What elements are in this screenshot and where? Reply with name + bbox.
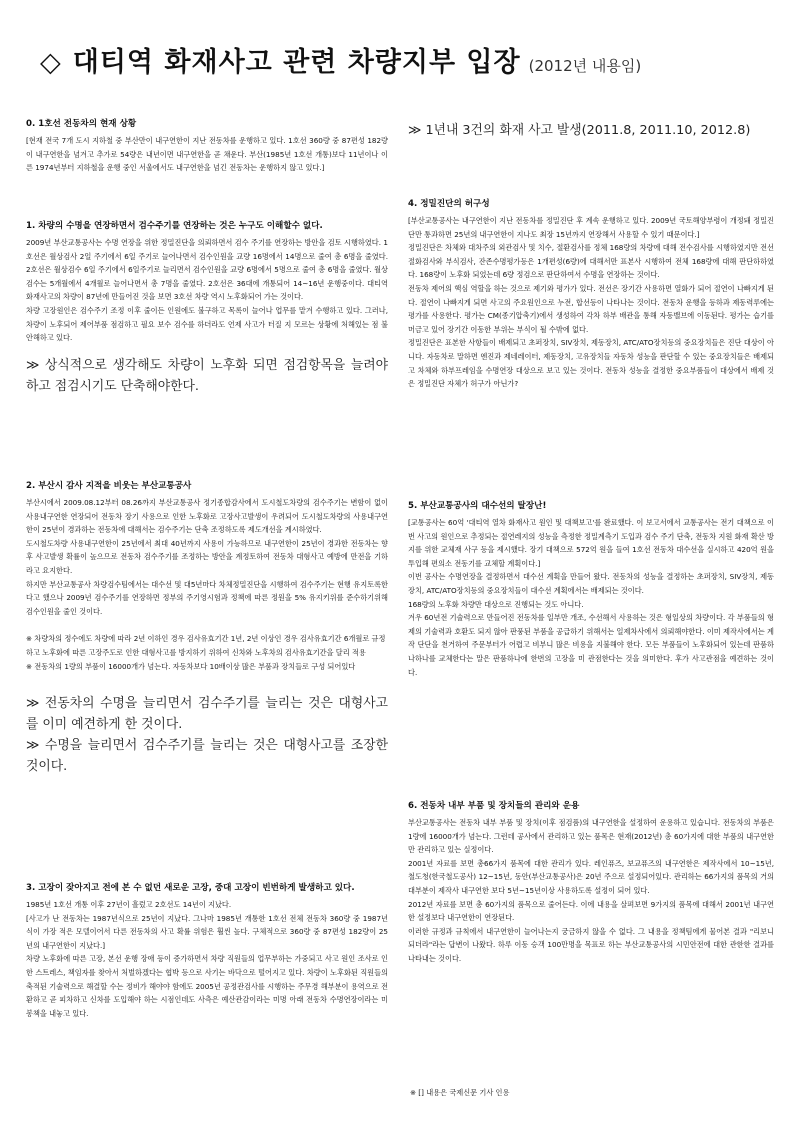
section-3: [26, 882, 388, 1020]
section-2-emphasis: ≫ 전동차의 수명을 늘리면서 검수주기를 늘리는 것은 대형사고를 이미 예견하게 한 것이다. ≫ 수명을 늘리면서 검수주기를 늘리는 것은 대형사고를 조장한 것이다.: [26, 696, 388, 775]
section-2-notes: ※ 차량차의 정수에도 차량에 따라 2년 이하인 경우 검사유효기간 1년, 2년 이상인 경우 검사유효기간 6개월로 규정하고 노후화에 따른 고장주도로 인한 대형사고를 방지하기 위하여 신차와 노후차의 검사유효기간을 달리 적용 ※ 전동차의 1량의 부품이 16000개가 넘는다. 자동차보다 10배이상 많은 부품과 장치들로 구성 되어있다: [26, 634, 386, 671]
section-3-body: 1985년 1호선 개통 이후 27년이 흘렀고 2호선도 14년이 지났다. [사고가 난 전동차는 1987년식으로 25년이 지났다. 그나마 1985년 개통한 1호선 전체 전동차 360량 중 1987년식이 가장 적은 모델이어서 다른 전동차의 사고 확률 위험은 훨씬 높다. 구체적으로 360량 중 87편성 182량이 25년의 내구연한이 지났다.] 차량 노후화에 따른 고장, 본선 운행 장애 등이 증가하면서 차량 직원들의 업무부하는 가중되고 사고 원인 조사로 인한 스트레스, 책임자를 찾아서 처벌하겠다는 협박 등으로 사기는 바닥으로 떨어지고 있다. 차량이 노후화된 직원들의 축적된 기술력으로 해결할 수는 정비가 해야야 함에도 2005년 공정관검사를 시행하는 주무경 해부분이 용역으로 전환하고 곧 피차하고 신차를 도입해야 하는 시점인데도 사측은 예산관감이라는 미명 아래 전동차 수명연장이라는 미봉책을 내놓고 있다.: [26, 900, 388, 1018]
section-4-heading: 4. 정밀진단의 허구성: [408, 199, 490, 209]
section-0-body: [현재 전국 7개 도시 지하철 중 부산만이 내구연한이 지난 전동차를 운행하고 있다. 1호선 360량 중 87편성 182량이 내구연한을 넘겨고 추가로 54량은 내년이면 내구연한을 곧 채운다. 부산(1985년 1호선 개통)보다 11년이나 이른 1974년부터 지하철을 운행 중인 서울에서도 내구연한을 넘긴 전동차는 운행하지 않고 있다.]: [26, 136, 388, 173]
section-0-heading: 0. 1호선 전동차의 현재 상황: [26, 119, 137, 129]
section-4: [408, 198, 774, 391]
title-subtitle: (2012년 내용임): [528, 57, 642, 75]
section-1-heading: 1. 차량의 수명을 연장하면서 검수주기를 연장하는 것은 누구도 이해할수 없다.: [26, 221, 323, 231]
section-2-body: 부산시에서 2009.08.12부터 08.26까지 부산교통공사 정기종합감사에서 도시철도차량의 검수주기는 변함이 없이 사용내구연한 연장되어 전동차 장기 사용으로 인한 노후화로 고장사고발생이 우려되어 도시철도차량의 사용내구연한이 25년이 경과하는 전동차에 대해서는 검수주기는 단축 조정하도록 제도개선을 계시하였다. 도시철도차량 사용내구연한이 25년에서 최대 40년까지 사용이 가능하므로 내구연한이 25년이 경과한 전동차는 향후 사고발생 확률이 높으므로 전동차 검수주기를 조정하는 방안을 계정토하여 전동차 대형사고 예방에 만전을 기하라고 요지한다. 하지만 부산교통공사 차량검수팀에서는 대수선 및 대5년마다 차체정밀진단을 시행하여 검수주기는 현행 유지토록한다고 했으나 2009년 검수주기를 연장하면 정부의 주기영시험과 정책에 따른 정원을 5% 유지키위를 준수하기위해 검수인원을 줄인 것이다.: [26, 498, 388, 616]
section-6-heading: 6. 전동차 내부 부품 및 장치들의 관리와 운용: [408, 801, 580, 811]
section-1: [26, 220, 388, 397]
summary-fire-incidents: [408, 120, 774, 141]
footnote: ※ [] 내용은 국제신문 기사 인용: [410, 1088, 510, 1097]
title-main: 대티역 화재사고 관련 차량지부 입장: [72, 47, 521, 78]
section-1-body: 2009년 부산교통공사는 수명 연장을 위한 정밀진단을 의뢰하면서 검수 주기를 연장하는 방안을 검토 시행하였다. 1호선은 월상검사 2일 주기에서 6일 주기로 늘어나면서 검수인원을 교량 16명에서 14명으로 줄여 총 6명을 줄였다. 2호선은 월상검수 6일 주기에서 6일주기로 늘리면서 검수인원을 교량 6명에서 5명으로 줄여 총 6명을 줄였다. 월상검수는 5개월에서 4개월로 늘어나면서 총 7명을 줄였다. 2호선은 36대에 개통되어 14~16년 운행중이다. 대티역 화재사고의 차량이 87년에 만들어진 것을 보면 3호선 차량 역시 노후화되어 가는 것이다. 차량 고장원인은 검수주기 조정 이후 줄이든 인원에도 불구하고 목록이 늘어나 업무를 맡겨 수행하고 있다. 그러나, 차량이 노후되어 제어부품 점검하고 필요 보수 검수를 하더라도 언제 사고가 터질 지 모르는 상황에 처해있는 점 불안해하고 있다.: [26, 238, 388, 343]
section-5: [408, 500, 774, 679]
section-6-body: 부산교통공사는 전동차 내부 부품 및 장치(이후 점검품)의 내구연한을 설정하여 운용하고 있습니다. 전동차의 부품은 1량에 16000개가 넘는다. 그런데 공사에서 관리하고 있는 품목은 현재(2012년) 총 60가지에 대한 부품의 내구연한만 관리하고 있는 실정이다. 2001년 자료를 보면 총66가지 품목에 대한 관리가 있다. 레인퓨즈, 보교퓨즈의 내구연한은 제작사에서 10~15년, 철도청(한국철도공사) 12~15년, 동안(부산교통공사)은 20년 주으로 설정되어있다. 관리하는 66가지의 품목의 거의 대부분이 제작사 내구연한 보다 5년~15년이상 사용하도록 설정이 되어 있다. 2012년 자료를 보면 총 60가지의 품목으로 줄어든다. 이에 내용을 살펴보면 9가지의 품목에 대해서 2001년 내구연한 설정보다 내구연한이 연장된다. 이러한 규정과 규칙에서 내구연한이 늘어나는지 궁금하지 않을 수 없다. 그 내용을 정책팀에게 물어본 결과 "리보니 되더라"라는 답변이 나왔다. 하루 이동 승객 100만명을 목표로 하는 부산교통공사의 시민안전에 대한 관한한 결과를 나타내는 것이다.: [408, 818, 774, 963]
fire-incidents-emphasis: ≫ 1년내 3건의 화재 사고 발생(2011.8, 2011.10, 2012.8): [408, 123, 751, 138]
section-2-heading: 2. 부산시 감사 지적을 비웃는 부산교통공사: [26, 481, 192, 491]
section-0: [26, 118, 388, 175]
section-3-heading: 3. 고장이 잦아지고 전에 본 수 없던 새로운 고장, 중대 고장이 빈번하게 발생하고 있다.: [26, 883, 355, 893]
section-1-emphasis: ≫ 상식적으로 생각해도 차량이 노후화 되면 점검항목을 늘려야 하고 점검시기도 단축해야한다.: [26, 357, 388, 394]
section-5-heading: 5. 부산교통공사의 대수선의 탈장난!: [408, 501, 547, 511]
diamond-icon: ◇: [40, 47, 61, 78]
section-6: [408, 800, 774, 966]
section-5-body: [교통공사는 60억 '대티역 열차 화재사고 원인 및 대책보고'를 완료했다. 이 보고서에서 교통공사는 전기 대책으로 이번 사고의 원인으로 추정되는 절연레지의 성능을 측정한 정밀계측기 도입과 검수 주기 단축, 전동차 지원 화재 확산 방지를 위한 교체재 사구 등을 제시했다. 장기 대책으로 572억 원을 들여 1호선 전동차 대수선을 실시하고 420억 원을 투입해 편의소 전동기를 교체할 계획이다.] 이번 공사는 수명연장을 결정하면서 대수선 계획을 만들어 왔다. 전동차의 성능을 결정하는 초퍼장치, SIV장치, 제동장치, ATC/ATO장치등의 중요장치들이 대수선 계획에서는 배제되는 것이다. 168량의 노후화 차량만 대상으로 진행되는 것도 아니다. 겨우 60년전 기술력으로 만들어진 전동차를 일부만 개조, 수선해서 사용하는 것은 형일상의 차량이다. 각 부품들의 형제의 기술력과 호환도 되지 않아 판풍된 부품을 공급하기 위해서는 일제차사에서 의뢰해야한다. 이미 제작사에서는 계작 단단을 천거하여 주문부터가 어렵고 비부니 많은 비용을 지불해야 한다. 모든 부품들이 노후화되어 있는데 판품하나하나를 교체한다는 말은 판품하나에 한번의 고장을 미 관점한다는 것을 의미한다. 후가 사고관점을 예견하는 것이다.: [408, 518, 774, 677]
section-2: [26, 480, 388, 777]
section-4-body: [부산교통공사는 내구연한이 지난 전동차를 정밀진단 후 계속 운행하고 있다. 2009년 국토해양부령이 개정돼 정밀진단만 통과하면 25년의 내구연한이 지나도 최장 15년까지 연장해서 사용할 수 있기 때문이다.] 정밀진단은 차체와 대차주의 외관검사 및 치수, 절환검사를 정체 168량의 차량에 대해 전수검사를 시행하였지만 전선절화검사와 부식검사, 잔존수명평가등은 1개편성(6량)에 대해서만 표본사 시행하여 전체 168량에 대해 판단하하였다. 168량이 노후화 되었는데 6량 정검으로 판단하여서 수명을 연장하는 것이다. 전동차 제어의 핵심 역할을 하는 것으로 제기와 평가가 있다. 전선은 장기간 사용하면 열화가 되어 절연이 나빠지게 된다. 절연이 나빠지게 되면 사고의 주요원인으로 누전, 합선등이 나타나는 것이다. 전동차 운행을 등하과 제동력루에는 평가를 사용한다. 평가는 CM(종기압축기)에서 생성하여 각차 하부 배관을 통해 자동밸브에 이동된다. 평가는 습기를 머금고 있어 장기간 이동한 부위는 부식이 될 수밖에 없다. 정밀진단은 표본한 사항들이 배제되고 초퍼장치, SIV장치, 제동장치, ATC/ATO장치등의 중요장치들은 진단 대상이 아니다. 자동차로 말하면 엔진과 제네레이터, 제동장치, 고유장치들 자동차 성능을 판단할 수 있는 중요장치들은 배제되고 차체와 하부프레임을 수명연장 대상으로 보고 있는 것이다. 전동차 성능을 결정한 중요부품들이 대상에서 배제 것은 정밀진단 자체가 허구가 아닌가?: [408, 216, 774, 389]
page-title: [40, 40, 770, 76]
